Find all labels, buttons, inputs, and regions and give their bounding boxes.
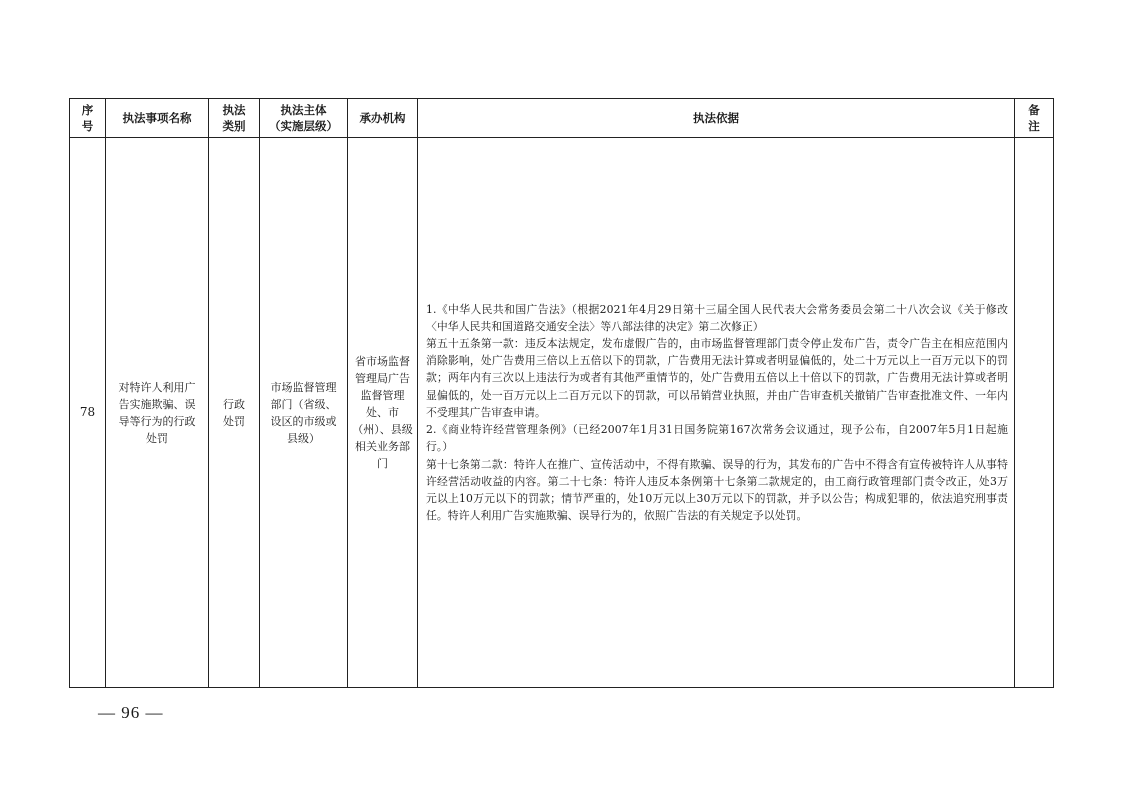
header-serial-number-line2: 号 bbox=[81, 119, 94, 133]
header-category-line1: 执法 bbox=[222, 103, 246, 117]
header-serial-number bbox=[70, 99, 106, 138]
header-remark-line1: 备 bbox=[1028, 103, 1040, 117]
header-item-name: 执法事项名称 bbox=[106, 99, 209, 138]
table-row bbox=[70, 138, 1054, 688]
header-category bbox=[209, 99, 260, 138]
cell-serial-number: 78 bbox=[70, 138, 106, 688]
page-number: — 96 — bbox=[98, 703, 164, 722]
cell-organization: 省市场监督管理局广告监督管理处、市（州）、县级相关业务部门 bbox=[348, 138, 418, 688]
header-subject bbox=[260, 99, 348, 138]
enforcement-items-table bbox=[69, 98, 1054, 688]
cell-legal-basis bbox=[418, 138, 1015, 688]
legal-basis-paragraph-2: 第五十五条第一款：违反本法规定，发布虚假广告的，由市场监督管理部门责令停止发布广告，责令广告主在相应范围内消除影响，处广告费用三倍以上五倍以下的罚款，广告费用无法计算或者明显偏低的，处二十万元以上一百万元以下的罚款；两年内有三次以上违法行为或者有其他严重情节的，处广告费用五倍以上十倍以下的罚款，广告费用无法计算或者明显偏低的，处一百万元以上二百万元以下的罚款，可以吊销营业执照，并由广告审查机关撤销广告审查批准文件、一年内不受理其广告审查申请。 bbox=[426, 337, 1008, 419]
header-category-line2: 类别 bbox=[222, 119, 246, 133]
header-subject-line1: 执法主体 bbox=[280, 103, 327, 117]
header-organization: 承办机构 bbox=[348, 99, 418, 138]
legal-basis-paragraph-1: 1.《中华人民共和国广告法》（根据2021年4月29日第十三届全国人民代表大会常务委员会第二十八次会议《关于修改〈中华人民共和国道路交通安全法〉等八部法律的决定》第二次修正） bbox=[426, 302, 1008, 333]
cell-category: 行政处罚 bbox=[209, 138, 260, 688]
table-header-row bbox=[70, 99, 1054, 138]
header-subject-line2: （实施层级） bbox=[269, 119, 338, 133]
legal-basis-paragraph-3: 2.《商业特许经营管理条例》（已经2007年1月31日国务院第167次常务会议通过，现予公布，自2007年5月1日起施行。） bbox=[426, 423, 1008, 454]
header-remark bbox=[1015, 99, 1054, 138]
header-remark-line2: 注 bbox=[1028, 119, 1040, 133]
header-serial-number-line1: 序 bbox=[81, 103, 94, 117]
cell-remark bbox=[1015, 138, 1054, 688]
cell-item-name: 对特许人利用广告实施欺骗、误导等行为的行政处罚 bbox=[106, 138, 209, 688]
cell-subject: 市场监督管理部门（省级、设区的市级或县级） bbox=[260, 138, 348, 688]
header-legal-basis: 执法依据 bbox=[418, 99, 1015, 138]
legal-basis-paragraph-4: 第十七条第二款：特许人在推广、宣传活动中，不得有欺骗、误导的行为，其发布的广告中不得含有宣传被特许人从事特许经营活动收益的内容。第二十七条：特许人违反本条例第十七条第二款规定的，由工商行政管理部门责令改正，处3万元以上10万元以下的罚款；情节严重的，处10万元以上30万元以下的罚款，并予以公告；构成犯罪的，依法追究刑事责任。特许人利用广告实施欺骗、误导行为的，依照广告法的有关规定予以处罚。 bbox=[426, 457, 1008, 523]
